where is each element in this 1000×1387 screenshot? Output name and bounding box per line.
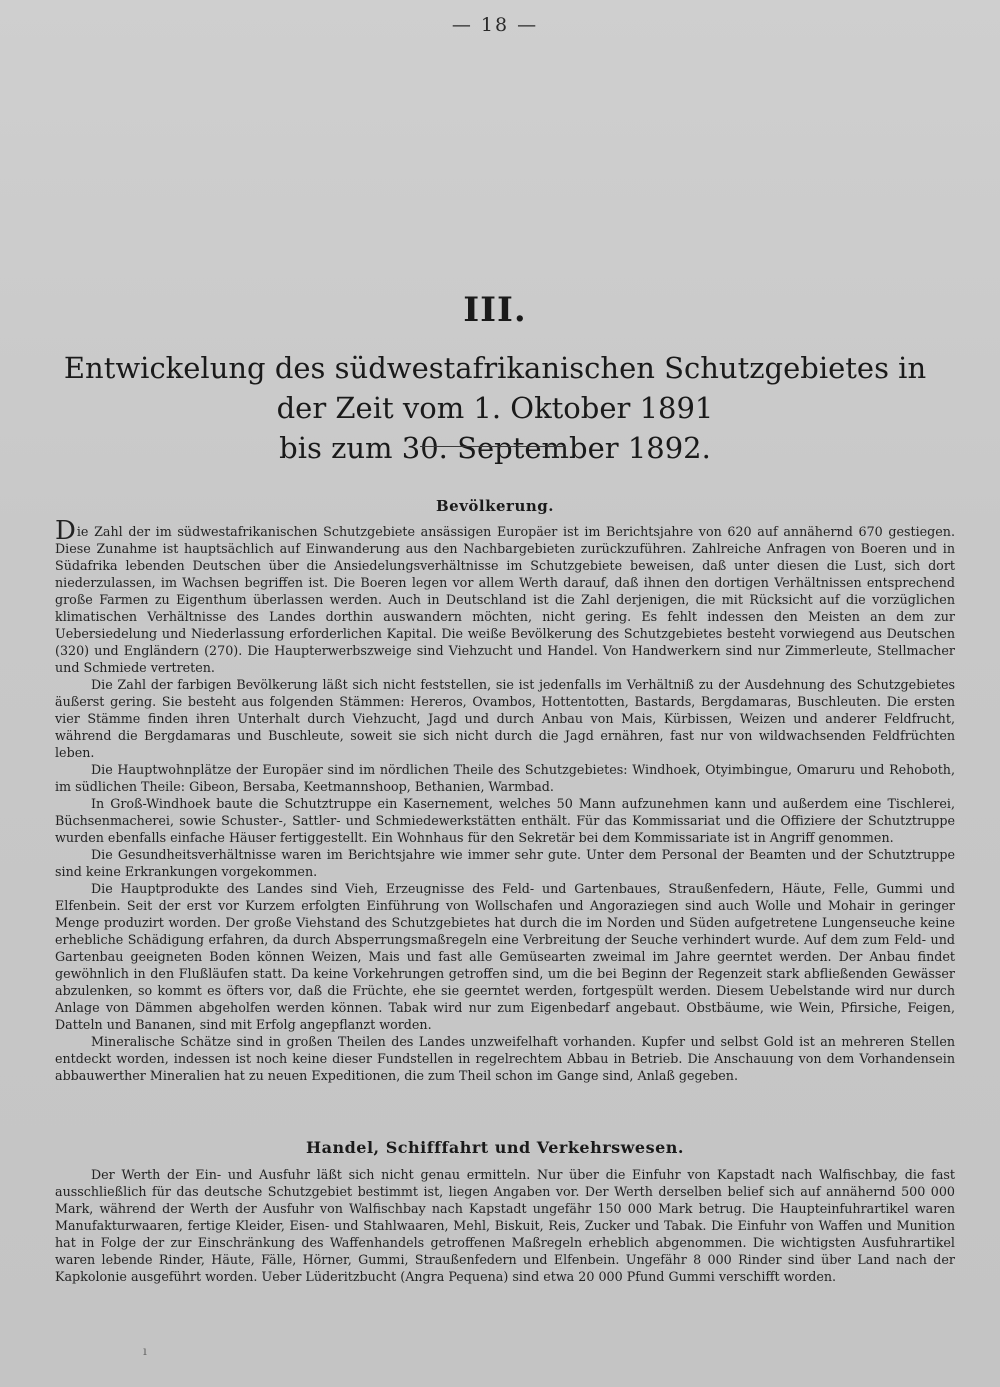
paragraph — [55, 516, 955, 676]
drop-cap: D — [55, 516, 76, 546]
section-heading-trade: Handel, Schifffahrt und Verkehrswesen. — [305, 1138, 684, 1157]
paragraph-text: ie Zahl der im südwestafrikanischen Schutzgebiete ansässigen Europäer ist im Berichtsjahre von 620 auf annähernd 670 gestiegen. Diese Zunahme ist hauptsächlich auf Einwanderung aus den Nachbargebieten zurückzuführen. Zahlreiche Anfragen von Boeren und in Südafrika lebenden Deutschen über die Ansiedelungsverhältnisse im Schutzgebiete beweisen, daß unter diesen die Lust, sich dort niederzulassen, im Wachsen begriffen ist. Die Boeren legen vor allem Werth darauf, daß ihnen den dortigen Verhältnissen entsprechend große Farmen zu Eigenthum überlassen werden. Auch in Deutschland ist die Zahl derjenigen, die mit Rücksicht auf die vorzüglichen klimatischen Verhältnisse des Landes dorthin auswandern möchten, nicht gering. Es fehlt indessen den Meisten an dem zur Uebersiedelung und Niederlassung erforderlichen Kapital. Die weiße Bevölkerung des Schutzgebietes besteht vorwiegend aus Deutschen (320) und Engländern (270). Die Haupterwerbszweige sind Viehzucht und Handel. Von Handwerkern sind nur Zimmerleute, Stellmacher und Schmiede vertreten. — [55, 524, 955, 675]
title-divider — [420, 446, 565, 447]
paragraph: Die Gesundheitsverhältnisse waren im Berichtsjahre wie immer sehr gute. Unter dem Personal der Beamten und der Schutztruppe sind keine Erkrankungen vorgekommen. — [55, 847, 955, 879]
paragraph: In Groß-Windhoek baute die Schutztruppe ein Kasernement, welches 50 Mann aufzunehmen kann und außerdem eine Tischlerei, Büchsenmacherei, sowie Schuster-, Sattler- und Schmiedewerkstätten enthält. Für das Kommissariat und die Offiziere der Schutztruppe wurden ebenfalls einfache Häuser fertiggestellt. Ein Wohnhaus für den Sekretär bei dem Kommissariate ist in Angriff genommen. — [55, 796, 955, 845]
paragraph: Die Hauptwohnplätze der Europäer sind im nördlichen Theile des Schutzgebietes: Windhoek, Otyimbingue, Omaruru und Rehoboth, im südlichen Theile: Gibeon, Bersaba, Keetmannshoop, Bethanien, Warmbad. — [55, 762, 955, 794]
section-heading-population: Bevölkerung. — [435, 497, 554, 515]
section-number: III. — [463, 290, 527, 330]
paragraph: Die Zahl der farbigen Bevölkerung läßt sich nicht feststellen, sie ist jedenfalls im Verhältniß zu der Ausdehnung des Schutzgebietes äußerst gering. Sie besteht aus folgenden Stämmen: Hereros, Ovambos, Hottentotten, Bastards, Bergdamaras, Buschleuten. Die ersten vier Stämme finden ihren Unterhalt durch Viehzucht, Jagd und durch Anbau von Mais, Kürbissen, Weizen und anderer Feldfrucht, während die Bergdamaras und Buschleute, soweit sie sich nicht durch die Jagd ernähren, fast nur von wildwachsenden Feldfrüchten leben. — [55, 677, 955, 760]
document-title — [40, 348, 950, 468]
stray-ink-mark: ı — [143, 1344, 147, 1358]
paragraph: Der Werth der Ein- und Ausfuhr läßt sich nicht genau ermitteln. Nur über die Einfuhr von Kapstadt nach Walfischbay, die fast ausschließlich für das deutsche Schutzgebiet bestimmt ist, liegen Angaben vor. Der Werth derselben belief sich auf annähernd 500 000 Mark, während der Werth der Ausfuhr von Walfischbay nach Kapstadt ungefähr 150 000 Mark betrug. Die Haupteinfuhrartikel waren Manufakturwaaren, fertige Kleider, Eisen- und Stahlwaaren, Mehl, Biskuit, Reis, Zucker und Tabak. Die Einfuhr von Waffen und Munition hat in Folge der zur Einschränkung des Waffenhandels getroffenen Maßregeln erheblich abgenommen. Die wichtigsten Ausfuhrartikel waren lebende Rinder, Häute, Fälle, Hörner, Gummi, Straußenfedern und Elfenbein. Ungefähr 8 000 Rinder sind über Land nach der Kapkolonie ausgeführt worden. Ueber Lüderitzbucht (Angra Pequena) sind etwa 20 000 Pfund Gummi verschifft worden. — [55, 1167, 955, 1284]
page-number: — 18 — — [451, 14, 539, 36]
title-line-1: Entwickelung des südwestafrikanischen Schutzgebietes in der Zeit vom 1. Oktober 1891 — [63, 351, 927, 425]
title-line-2: bis zum 30. September 1892. — [279, 431, 711, 465]
section-body-population — [55, 516, 955, 1084]
section-body-trade — [55, 1166, 955, 1285]
paragraph: Die Hauptprodukte des Landes sind Vieh, Erzeugnisse des Feld- und Gartenbaues, Straußenfedern, Häute, Felle, Gummi und Elfenbein. Seit der erst vor Kurzem erfolgten Einführung von Wollschafen und Angoraziegen sind auch Wolle und Mohair in geringer Menge produzirt worden. Der große Viehstand des Schutzgebietes hat durch die im Norden und Süden aufgetretene Lungenseuche keine erhebliche Schädigung erfahren, da durch Absperrungsmaßregeln eine Verbreitung der Seuche verhindert wurde. Auf dem zum Feld- und Gartenbau geeigneten Boden können Weizen, Mais und fast alle Gemüsearten zweimal im Jahre geerntet werden. Der Anbau findet gewöhnlich in den Flußläufen statt. Da keine Vorkehrungen getroffen sind, um die bei Beginn der Regenzeit stark abfließenden Gewässer abzulenken, so kommt es öfters vor, daß die Früchte, ehe sie geerntet werden, fortgespült werden. Diesem Uebelstande wird nur durch Anlage von Dämmen abgeholfen werden können. Tabak wird nur zum Eigenbedarf angebaut. Obstbäume, wie Wein, Pfirsiche, Feigen, Datteln und Bananen, sind mit Erfolg angepflanzt worden. — [55, 881, 955, 1032]
paragraph: Mineralische Schätze sind in großen Theilen des Landes unzweifelhaft vorhanden. Kupfer und selbst Gold ist an mehreren Stellen entdeckt worden, indessen ist noch keine dieser Fundstellen in regelrechtem Abbau in Betrieb. Die Anschauung von dem Vorhandensein abbauwerther Mineralien hat zu neuen Expeditionen, die zum Theil schon im Gange sind, Anlaß gegeben. — [55, 1034, 955, 1083]
